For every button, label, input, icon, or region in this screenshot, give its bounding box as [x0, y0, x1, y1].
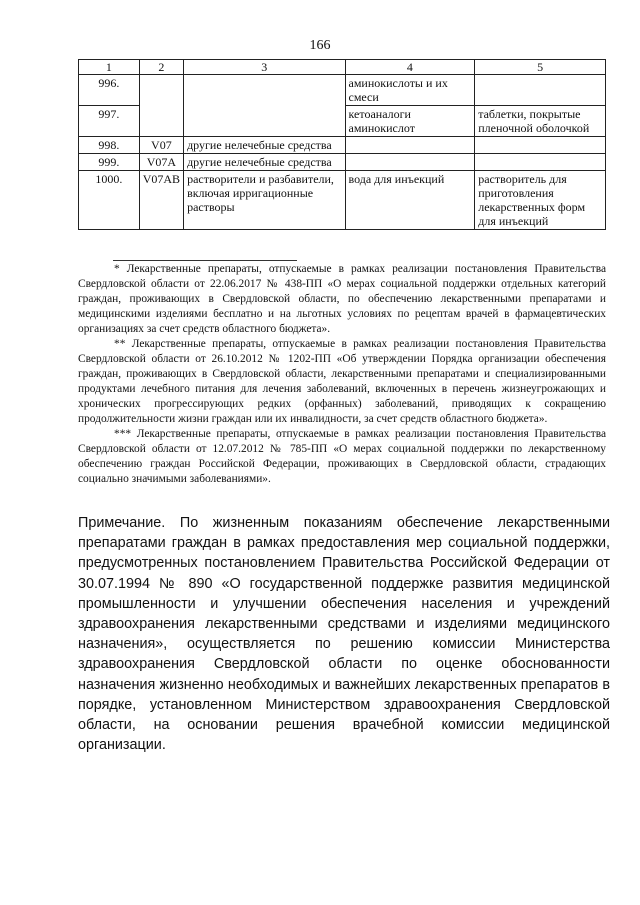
group-cell: другие нелечебные средства [184, 137, 345, 154]
column-header: 3 [184, 60, 345, 75]
dosage-form-cell [475, 154, 606, 171]
table-header-row [79, 60, 606, 75]
atc-code-cell [139, 75, 183, 137]
atc-code-cell: V07AB [139, 171, 183, 230]
table-row [79, 171, 606, 230]
dosage-form-cell [475, 137, 606, 154]
table-row [79, 137, 606, 154]
column-header: 2 [139, 60, 183, 75]
row-number-cell: 999. [79, 154, 140, 171]
page-number: 166 [309, 38, 331, 53]
footnote-2: ** Лекарственные препараты, отпускаемые в рамках реализации постановления Правительства Свердловской области от 26.10.2012 № 1202-ПП «Об утверждении Порядка организации обеспечения граждан, проживающих в Свердловской области, лекарственными препаратами и специализированными продуктами лечебного питания для лечения заболеваний, включенных в перечень жизнеугрожающих и хронических прогрессирующих редких (орфанных) заболеваний, приводящих к сокращению продолжительности жизни граждан или их инвалидности, за счет средств областного бюджета». [78, 338, 606, 425]
footnote-1: * Лекарственные препараты, отпускаемые в рамках реализации постановления Правительства Свердловской области от 22.06.2017 № 438-ПП «О мерах социальной поддержки отдельных категорий граждан, проживающих в Свердловской области, по обеспечению лекарственными препаратами и медицинскими изделиями бесплатно и на льготных условиях по рецептам врачей в фармацевтических организациях за счет средств областного бюджета». [78, 263, 606, 335]
drug-table [78, 59, 606, 230]
drug-name-cell [345, 154, 475, 171]
column-header: 5 [475, 60, 606, 75]
dosage-form-cell: таблетки, покрытые пленочной оболочкой [475, 106, 606, 137]
table-row [79, 75, 606, 106]
footnote-3: *** Лекарственные препараты, отпускаемые в рамках реализации постановления Правительства Свердловской области от 12.07.2012 № 785-ПП «О мерах социальной поддержки по лекарственному обеспечению граждан Российской Федерации, проживающих в Свердловской области, страдающих социально значимыми заболеваниями». [78, 428, 606, 485]
row-number-cell: 997. [79, 106, 140, 137]
dosage-form-cell [475, 75, 606, 106]
column-header: 1 [79, 60, 140, 75]
dosage-form-cell: растворитель для приготовления лекарственных форм для инъекций [475, 171, 606, 230]
group-cell: другие нелечебные средства [184, 154, 345, 171]
drug-name-cell: кетоаналоги аминокислот [345, 106, 475, 137]
footnotes [78, 262, 606, 487]
footnote-divider [113, 260, 297, 261]
note-section [78, 513, 610, 755]
drug-name-cell: вода для инъекций [345, 171, 475, 230]
drug-name-cell [345, 137, 475, 154]
table-row [79, 154, 606, 171]
note-paragraph: Примечание. По жизненным показаниям обеспечение лекарственными препаратами граждан в рамках предоставления мер социальной поддержки, предусмотренных постановлением Правительства Российской Федерации от 30.07.1994 № 890 «О государственной поддержке развития медицинской промышленности и улучшении обеспечения населения и учреждений здравоохранения лекарственными средствами и изделиями медицинского назначения», осуществляется по решению комиссии Министерства здравоохранения Свердловской области по оценке обоснованности назначения жизненно необходимых и важнейших лекарственных препаратов в порядке, установленном Министерством здравоохранения Свердловской области, на основании решения врачебной комиссии медицинской организации. [78, 515, 610, 754]
drug-name-cell: аминокислоты и их смеси [345, 75, 475, 106]
column-header: 4 [345, 60, 475, 75]
group-cell: растворители и разбавители, включая ирригационные растворы [184, 171, 345, 230]
atc-code-cell: V07A [139, 154, 183, 171]
row-number-cell: 1000. [79, 171, 140, 230]
row-number-cell: 998. [79, 137, 140, 154]
row-number-cell: 996. [79, 75, 140, 106]
atc-code-cell: V07 [139, 137, 183, 154]
group-cell [184, 75, 345, 137]
